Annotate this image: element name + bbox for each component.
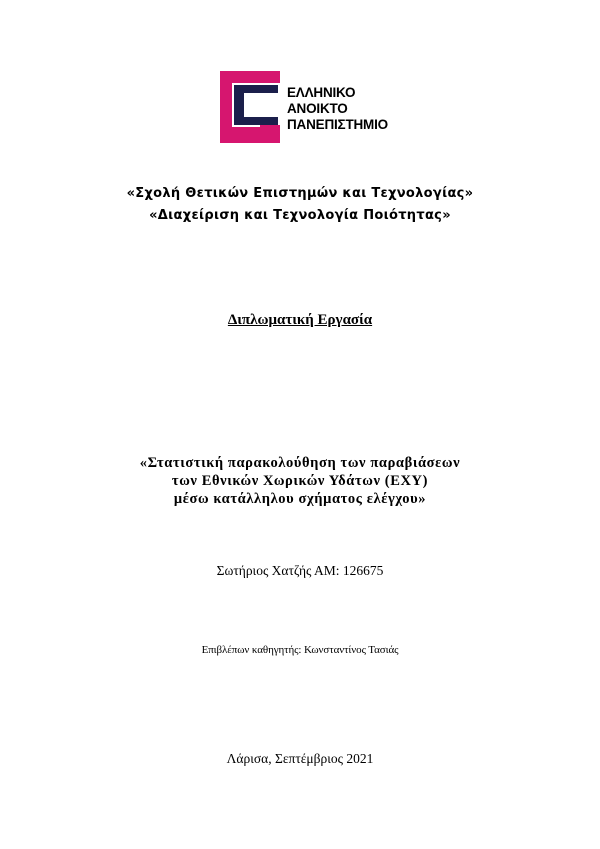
supervisor: Επιβλέπων καθηγητής: Κωνσταντίνος Τασιάς	[201, 644, 399, 656]
thesis-title-line-3: μέσω κατάλληλου σχήματος ελέγχου»	[173, 491, 427, 507]
place-date: Λάρισα, Σεπτέμβριος 2021	[226, 751, 374, 766]
logo-line-2: ΑΝΟΙΚΤΟ	[287, 101, 348, 116]
thesis-type: Διπλωματική Εργασία	[227, 312, 373, 328]
university-logo	[220, 71, 420, 143]
logo-line-3: ΠΑΝΕΠΙΣΤΗΜΙΟ	[287, 117, 388, 132]
school-heading	[0, 183, 600, 227]
thesis-title	[0, 454, 600, 508]
university-logo-text	[287, 85, 388, 133]
author: Σωτήριος Χατζής ΑΜ: 126675	[216, 563, 384, 578]
school-name: «Σχολή Θετικών Επιστημών και Τεχνολογίας»	[126, 186, 474, 201]
university-logo-mark-icon	[220, 71, 280, 143]
thesis-title-line-2: των Εθνικών Χωρικών Υδάτων (ΕΧΥ)	[171, 473, 429, 489]
logo-line-1: ΕΛΛΗΝΙΚΟ	[287, 85, 356, 100]
program-name: «Διαχείριση και Τεχνολογία Ποιότητας»	[149, 208, 451, 223]
thesis-title-line-1: «Στατιστική παρακολούθηση των παραβιάσεων	[139, 455, 461, 471]
